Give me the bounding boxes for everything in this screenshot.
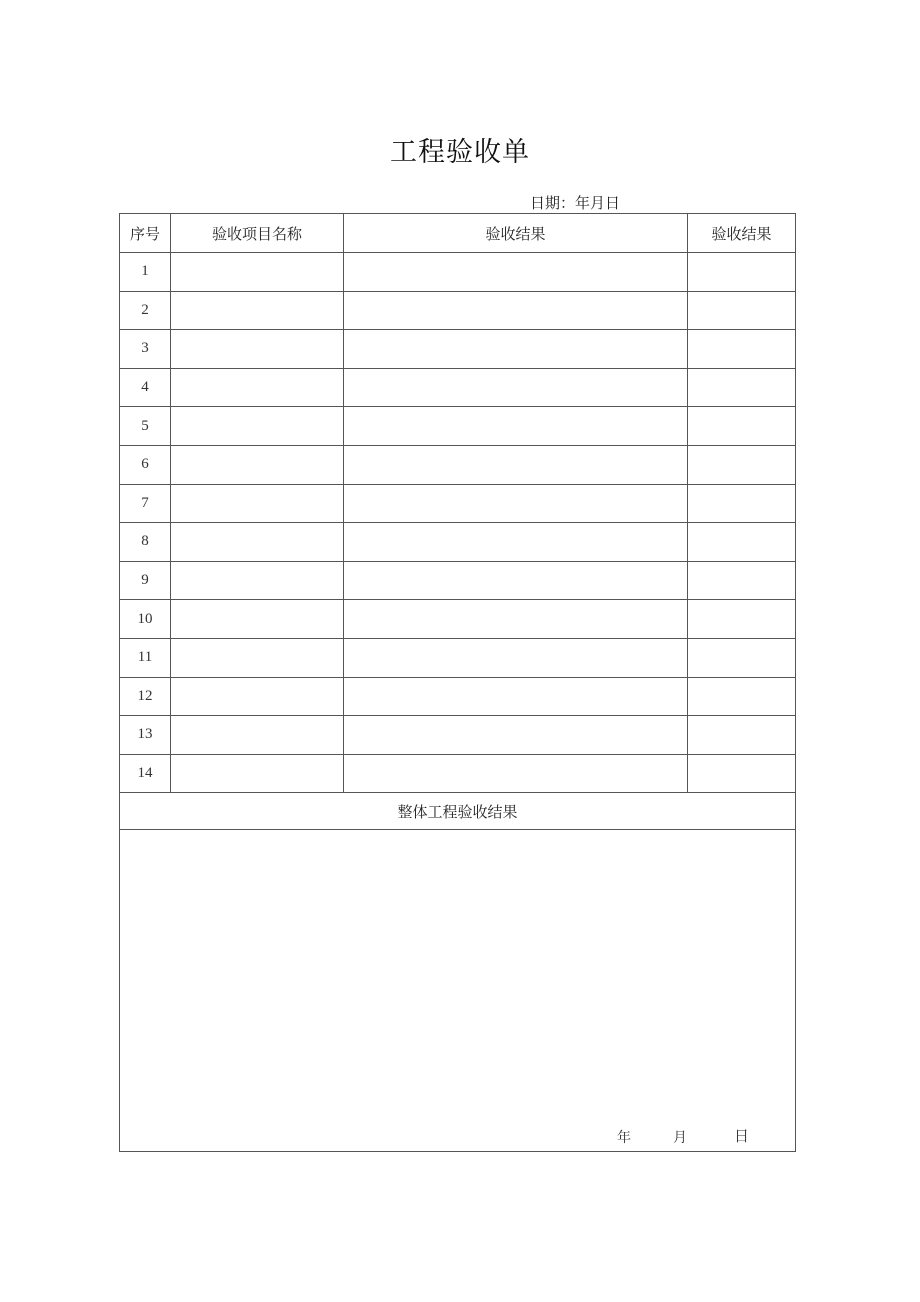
table-row [120,561,796,600]
table-row [120,638,796,677]
acceptance-table [119,213,796,1152]
row-result-cell[interactable] [344,253,688,292]
table-row [120,523,796,562]
signoff-year: 年 [617,1130,631,1147]
row-result-cell[interactable] [344,561,688,600]
table-header-row [120,214,796,253]
row-serial-no: 13 [120,716,171,755]
row-result-2-cell[interactable] [688,291,796,330]
signoff-day: 日 [734,1127,750,1146]
table-row [120,291,796,330]
table-row [120,600,796,639]
row-result-cell[interactable] [344,716,688,755]
row-result-2-cell[interactable] [688,638,796,677]
row-result-cell[interactable] [344,368,688,407]
row-item-name-cell[interactable] [171,561,344,600]
signoff-date [120,1127,795,1147]
table-row [120,484,796,523]
table-row [120,330,796,369]
row-item-name-cell[interactable] [171,484,344,523]
row-serial-no: 7 [120,484,171,523]
row-result-2-cell[interactable] [688,445,796,484]
row-result-cell[interactable] [344,754,688,793]
table-row [120,407,796,446]
row-result-2-cell[interactable] [688,716,796,755]
row-serial-no: 12 [120,677,171,716]
row-serial-no: 2 [120,291,171,330]
row-result-cell[interactable] [344,523,688,562]
row-item-name-cell[interactable] [171,716,344,755]
row-item-name-cell[interactable] [171,638,344,677]
row-serial-no: 6 [120,445,171,484]
page-title: 工程验收单 [390,137,530,168]
header-item-name: 验收项目名称 [171,214,344,253]
row-result-2-cell[interactable] [688,253,796,292]
row-result-2-cell[interactable] [688,368,796,407]
row-result-cell[interactable] [344,600,688,639]
row-result-cell[interactable] [344,407,688,446]
row-serial-no: 3 [120,330,171,369]
row-serial-no: 1 [120,253,171,292]
row-result-2-cell[interactable] [688,754,796,793]
row-result-2-cell[interactable] [688,407,796,446]
remarks-field[interactable] [120,830,796,1152]
date-label: 日期：年月日 [530,194,621,212]
table-row [120,253,796,292]
row-serial-no: 9 [120,561,171,600]
row-result-cell[interactable] [344,677,688,716]
row-item-name-cell[interactable] [171,291,344,330]
table-row [120,677,796,716]
row-serial-no: 11 [120,638,171,677]
table-body [120,253,796,793]
row-result-2-cell[interactable] [688,484,796,523]
remarks-row [120,830,796,1152]
header-result-2: 验收结果 [688,214,796,253]
row-item-name-cell[interactable] [171,523,344,562]
summary-label: 整体工程验收结果 [120,793,796,830]
row-item-name-cell[interactable] [171,253,344,292]
table-row [120,716,796,755]
row-result-cell[interactable] [344,291,688,330]
row-result-2-cell[interactable] [688,561,796,600]
header-serial-no: 序号 [120,214,171,253]
header-result: 验收结果 [344,214,688,253]
row-serial-no: 4 [120,368,171,407]
table-row [120,368,796,407]
signoff-month: 月 [673,1130,687,1147]
row-item-name-cell[interactable] [171,368,344,407]
row-result-cell[interactable] [344,638,688,677]
row-item-name-cell[interactable] [171,754,344,793]
row-item-name-cell[interactable] [171,677,344,716]
row-serial-no: 14 [120,754,171,793]
row-item-name-cell[interactable] [171,407,344,446]
summary-row [120,793,796,830]
row-result-2-cell[interactable] [688,330,796,369]
row-result-cell[interactable] [344,484,688,523]
row-result-2-cell[interactable] [688,600,796,639]
row-result-cell[interactable] [344,445,688,484]
table-row [120,754,796,793]
row-result-2-cell[interactable] [688,523,796,562]
table-row [120,445,796,484]
row-item-name-cell[interactable] [171,600,344,639]
row-serial-no: 5 [120,407,171,446]
row-item-name-cell[interactable] [171,330,344,369]
row-serial-no: 8 [120,523,171,562]
row-result-cell[interactable] [344,330,688,369]
row-serial-no: 10 [120,600,171,639]
row-result-2-cell[interactable] [688,677,796,716]
row-item-name-cell[interactable] [171,445,344,484]
